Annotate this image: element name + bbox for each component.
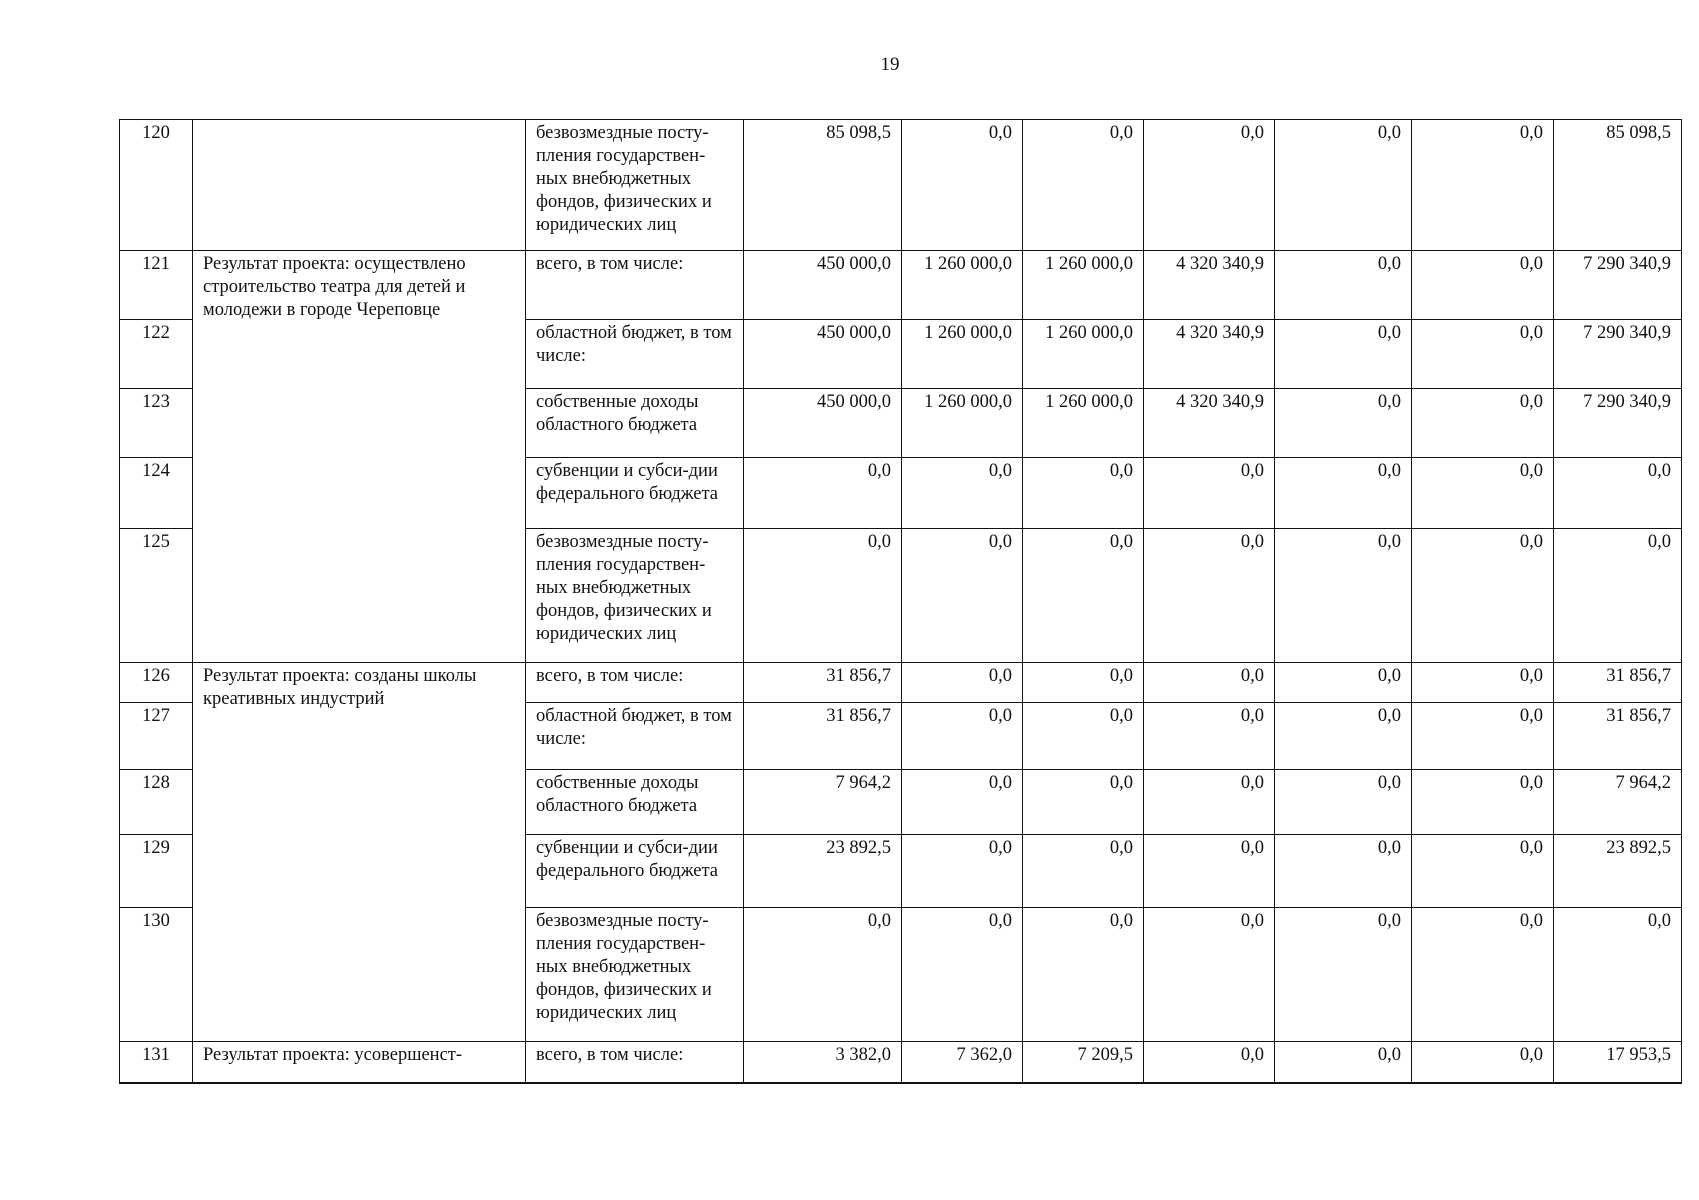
value-year-4: 4 320 340,9 [1144, 320, 1275, 389]
funding-source: областной бюджет, в том числе: [526, 320, 744, 389]
row-number: 131 [120, 1042, 193, 1083]
value-year-2: 0,0 [902, 663, 1023, 703]
value-year-3: 1 260 000,0 [1023, 320, 1144, 389]
value-year-6: 0,0 [1412, 703, 1554, 770]
value-year-2: 0,0 [902, 458, 1023, 529]
value-year-5: 0,0 [1275, 663, 1412, 703]
value-year-6: 0,0 [1412, 251, 1554, 320]
value-year-6: 0,0 [1412, 835, 1554, 908]
value-year-4: 0,0 [1144, 1042, 1275, 1083]
row-number: 130 [120, 908, 193, 1042]
value-year-5: 0,0 [1275, 770, 1412, 835]
funding-source: собственные доходы областного бюджета [526, 770, 744, 835]
table-row [120, 663, 1682, 703]
value-year-1: 450 000,0 [744, 251, 902, 320]
value-total: 85 098,5 [1554, 120, 1682, 251]
row-number: 128 [120, 770, 193, 835]
value-year-2: 7 362,0 [902, 1042, 1023, 1083]
value-year-5: 0,0 [1275, 835, 1412, 908]
result-description: Результат проекта: созданы школы креативных индустрий [193, 663, 526, 1042]
row-number: 123 [120, 389, 193, 458]
value-year-2: 1 260 000,0 [902, 389, 1023, 458]
value-year-2: 1 260 000,0 [902, 320, 1023, 389]
value-year-4: 0,0 [1144, 529, 1275, 663]
value-year-6: 0,0 [1412, 770, 1554, 835]
value-year-4: 0,0 [1144, 835, 1275, 908]
value-year-1: 0,0 [744, 458, 902, 529]
value-year-1: 23 892,5 [744, 835, 902, 908]
value-year-5: 0,0 [1275, 458, 1412, 529]
value-total: 0,0 [1554, 908, 1682, 1042]
value-year-2: 0,0 [902, 770, 1023, 835]
value-year-1: 0,0 [744, 908, 902, 1042]
value-year-1: 450 000,0 [744, 320, 902, 389]
row-number: 127 [120, 703, 193, 770]
value-year-2: 0,0 [902, 529, 1023, 663]
value-year-2: 0,0 [902, 703, 1023, 770]
table-row [120, 120, 1682, 251]
value-year-4: 0,0 [1144, 458, 1275, 529]
value-year-5: 0,0 [1275, 1042, 1412, 1083]
value-year-4: 0,0 [1144, 770, 1275, 835]
result-description [193, 120, 526, 251]
row-number: 124 [120, 458, 193, 529]
value-year-6: 0,0 [1412, 663, 1554, 703]
table-row [120, 1042, 1682, 1083]
value-total: 31 856,7 [1554, 663, 1682, 703]
value-year-1: 3 382,0 [744, 1042, 902, 1083]
value-total: 7 290 340,9 [1554, 389, 1682, 458]
value-year-3: 1 260 000,0 [1023, 389, 1144, 458]
value-year-5: 0,0 [1275, 251, 1412, 320]
budget-table [119, 119, 1682, 1084]
value-year-4: 4 320 340,9 [1144, 389, 1275, 458]
value-year-1: 31 856,7 [744, 663, 902, 703]
row-number: 120 [120, 120, 193, 251]
value-year-6: 0,0 [1412, 320, 1554, 389]
value-year-6: 0,0 [1412, 120, 1554, 251]
value-year-5: 0,0 [1275, 703, 1412, 770]
value-total: 23 892,5 [1554, 835, 1682, 908]
value-year-5: 0,0 [1275, 529, 1412, 663]
value-total: 7 290 340,9 [1554, 251, 1682, 320]
funding-source: безвозмездные посту-пления государствен-ных внебюджетных фондов, физических и юридических лиц [526, 120, 744, 251]
funding-source: безвозмездные посту-пления государствен-ных внебюджетных фондов, физических и юридических лиц [526, 529, 744, 663]
value-year-4: 0,0 [1144, 908, 1275, 1042]
row-number: 121 [120, 251, 193, 320]
funding-source: собственные доходы областного бюджета [526, 389, 744, 458]
value-year-3: 1 260 000,0 [1023, 251, 1144, 320]
value-year-1: 450 000,0 [744, 389, 902, 458]
value-year-3: 0,0 [1023, 663, 1144, 703]
table-row [120, 251, 1682, 320]
value-total: 0,0 [1554, 458, 1682, 529]
row-number: 129 [120, 835, 193, 908]
value-year-1: 0,0 [744, 529, 902, 663]
value-total: 17 953,5 [1554, 1042, 1682, 1083]
value-year-3: 0,0 [1023, 458, 1144, 529]
value-year-3: 0,0 [1023, 703, 1144, 770]
value-year-6: 0,0 [1412, 1042, 1554, 1083]
funding-source: субвенции и субси-дии федерального бюджета [526, 458, 744, 529]
value-total: 7 290 340,9 [1554, 320, 1682, 389]
row-number: 122 [120, 320, 193, 389]
value-year-6: 0,0 [1412, 908, 1554, 1042]
funding-source: всего, в том числе: [526, 251, 744, 320]
value-year-1: 31 856,7 [744, 703, 902, 770]
result-description: Результат проекта: осуществлено строительство театра для детей и молодежи в городе Череповце [193, 251, 526, 663]
value-year-6: 0,0 [1412, 458, 1554, 529]
page-number: 19 [880, 54, 900, 75]
value-year-3: 0,0 [1023, 835, 1144, 908]
value-year-3: 0,0 [1023, 770, 1144, 835]
value-year-3: 0,0 [1023, 120, 1144, 251]
row-number: 126 [120, 663, 193, 703]
value-year-2: 0,0 [902, 908, 1023, 1042]
value-year-4: 0,0 [1144, 120, 1275, 251]
value-year-1: 7 964,2 [744, 770, 902, 835]
value-year-2: 1 260 000,0 [902, 251, 1023, 320]
value-total: 0,0 [1554, 529, 1682, 663]
value-year-3: 0,0 [1023, 529, 1144, 663]
value-year-4: 4 320 340,9 [1144, 251, 1275, 320]
funding-source: областной бюджет, в том числе: [526, 703, 744, 770]
value-year-5: 0,0 [1275, 120, 1412, 251]
funding-source: субвенции и субси-дии федерального бюджета [526, 835, 744, 908]
value-year-6: 0,0 [1412, 389, 1554, 458]
value-year-6: 0,0 [1412, 529, 1554, 663]
row-number: 125 [120, 529, 193, 663]
value-year-1: 85 098,5 [744, 120, 902, 251]
value-year-3: 7 209,5 [1023, 1042, 1144, 1083]
value-year-4: 0,0 [1144, 663, 1275, 703]
value-year-3: 0,0 [1023, 908, 1144, 1042]
value-total: 7 964,2 [1554, 770, 1682, 835]
value-year-2: 0,0 [902, 120, 1023, 251]
funding-source: всего, в том числе: [526, 663, 744, 703]
value-year-5: 0,0 [1275, 908, 1412, 1042]
value-total: 31 856,7 [1554, 703, 1682, 770]
funding-source: всего, в том числе: [526, 1042, 744, 1083]
result-description: Результат проекта: усовершенст- [193, 1042, 526, 1083]
value-year-5: 0,0 [1275, 389, 1412, 458]
funding-source: безвозмездные посту-пления государствен-ных внебюджетных фондов, физических и юридических лиц [526, 908, 744, 1042]
value-year-5: 0,0 [1275, 320, 1412, 389]
value-year-2: 0,0 [902, 835, 1023, 908]
value-year-4: 0,0 [1144, 703, 1275, 770]
